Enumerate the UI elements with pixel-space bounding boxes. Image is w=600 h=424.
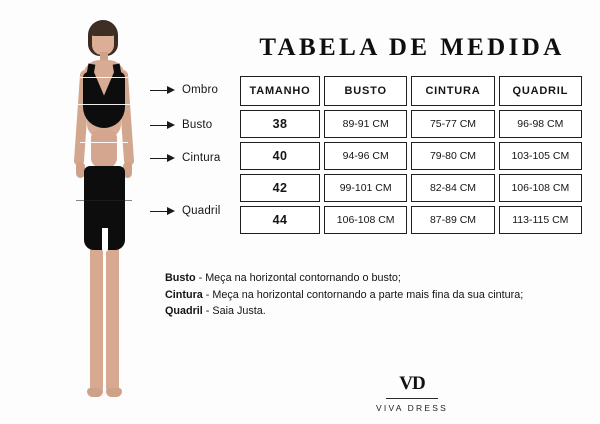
callout-label-busto: Busto (182, 119, 213, 131)
cell-busto: 106-108 CM (324, 206, 407, 234)
table-header-tamanho: TAMANHO (240, 76, 320, 106)
note-text-busto: - Meça na horizontal contornando o busto; (195, 272, 401, 284)
table-header-row (240, 76, 582, 106)
logo-brand-name: VIVA DRESS (376, 403, 448, 413)
cell-size: 40 (240, 142, 320, 170)
right-foot-shape (106, 388, 122, 397)
measure-line-ombro (80, 77, 128, 78)
note-cintura (165, 287, 585, 304)
table-header-quadril: QUADRIL (499, 76, 582, 106)
measure-line-busto (78, 104, 130, 105)
hair-top-shape (90, 22, 116, 36)
arrow-right-icon (150, 207, 176, 216)
logo-divider (386, 398, 438, 399)
cell-quadril: 96-98 CM (499, 110, 582, 138)
arrow-right-icon (150, 154, 176, 163)
table-row (240, 174, 582, 202)
brand-logo (236, 374, 588, 413)
right-leg-shape (106, 242, 119, 392)
cell-cintura: 87-89 CM (411, 206, 494, 234)
cell-size: 44 (240, 206, 320, 234)
cell-cintura: 79-80 CM (411, 142, 494, 170)
note-text-quadril: - Saia Justa. (202, 305, 266, 317)
callout-busto (150, 119, 212, 131)
waist-shape (91, 130, 117, 168)
cell-quadril: 113-115 CM (499, 206, 582, 234)
table-header-busto: BUSTO (324, 76, 407, 106)
measurement-notes (165, 270, 585, 320)
left-leg-shape (90, 242, 103, 392)
callout-label-ombro: Ombro (182, 84, 219, 96)
arrow-right-icon (150, 86, 176, 95)
cell-quadril: 103-105 CM (499, 142, 582, 170)
callout-label-cintura: Cintura (182, 152, 221, 164)
note-term-busto: Busto (165, 272, 196, 284)
model-silhouette (42, 14, 162, 414)
left-foot-shape (87, 388, 103, 397)
note-term-quadril: Quadril (165, 305, 203, 317)
cell-size: 42 (240, 174, 320, 202)
note-term-cintura: Cintura (165, 288, 203, 301)
cell-busto: 99-101 CM (324, 174, 407, 202)
arrow-right-icon (150, 121, 176, 130)
table-row (240, 110, 582, 138)
table-row (240, 206, 582, 234)
cell-quadril: 106-108 CM (499, 174, 582, 202)
note-text-cintura: - Meça na horizontal contornando a parte mais fina da sua cintura; (202, 288, 524, 301)
callout-label-quadril: Quadril (182, 205, 221, 217)
cell-busto: 89-91 CM (324, 110, 407, 138)
cell-busto: 94-96 CM (324, 142, 407, 170)
note-busto (165, 270, 585, 287)
shorts-gap (102, 228, 108, 252)
cell-cintura: 75-77 CM (411, 110, 494, 138)
logo-monogram: VD (399, 373, 425, 394)
table-row (240, 142, 582, 170)
measure-line-quadril (76, 200, 132, 201)
note-quadril (165, 303, 585, 320)
table-header-cintura: CINTURA (411, 76, 494, 106)
cell-size: 38 (240, 110, 320, 138)
measure-line-cintura (80, 142, 128, 143)
callout-cintura (150, 152, 220, 164)
callout-quadril (150, 205, 220, 217)
page-title: TABELA DE MEDIDA (259, 34, 565, 61)
size-table (236, 72, 586, 238)
cell-cintura: 82-84 CM (411, 174, 494, 202)
callout-ombro (150, 84, 218, 96)
